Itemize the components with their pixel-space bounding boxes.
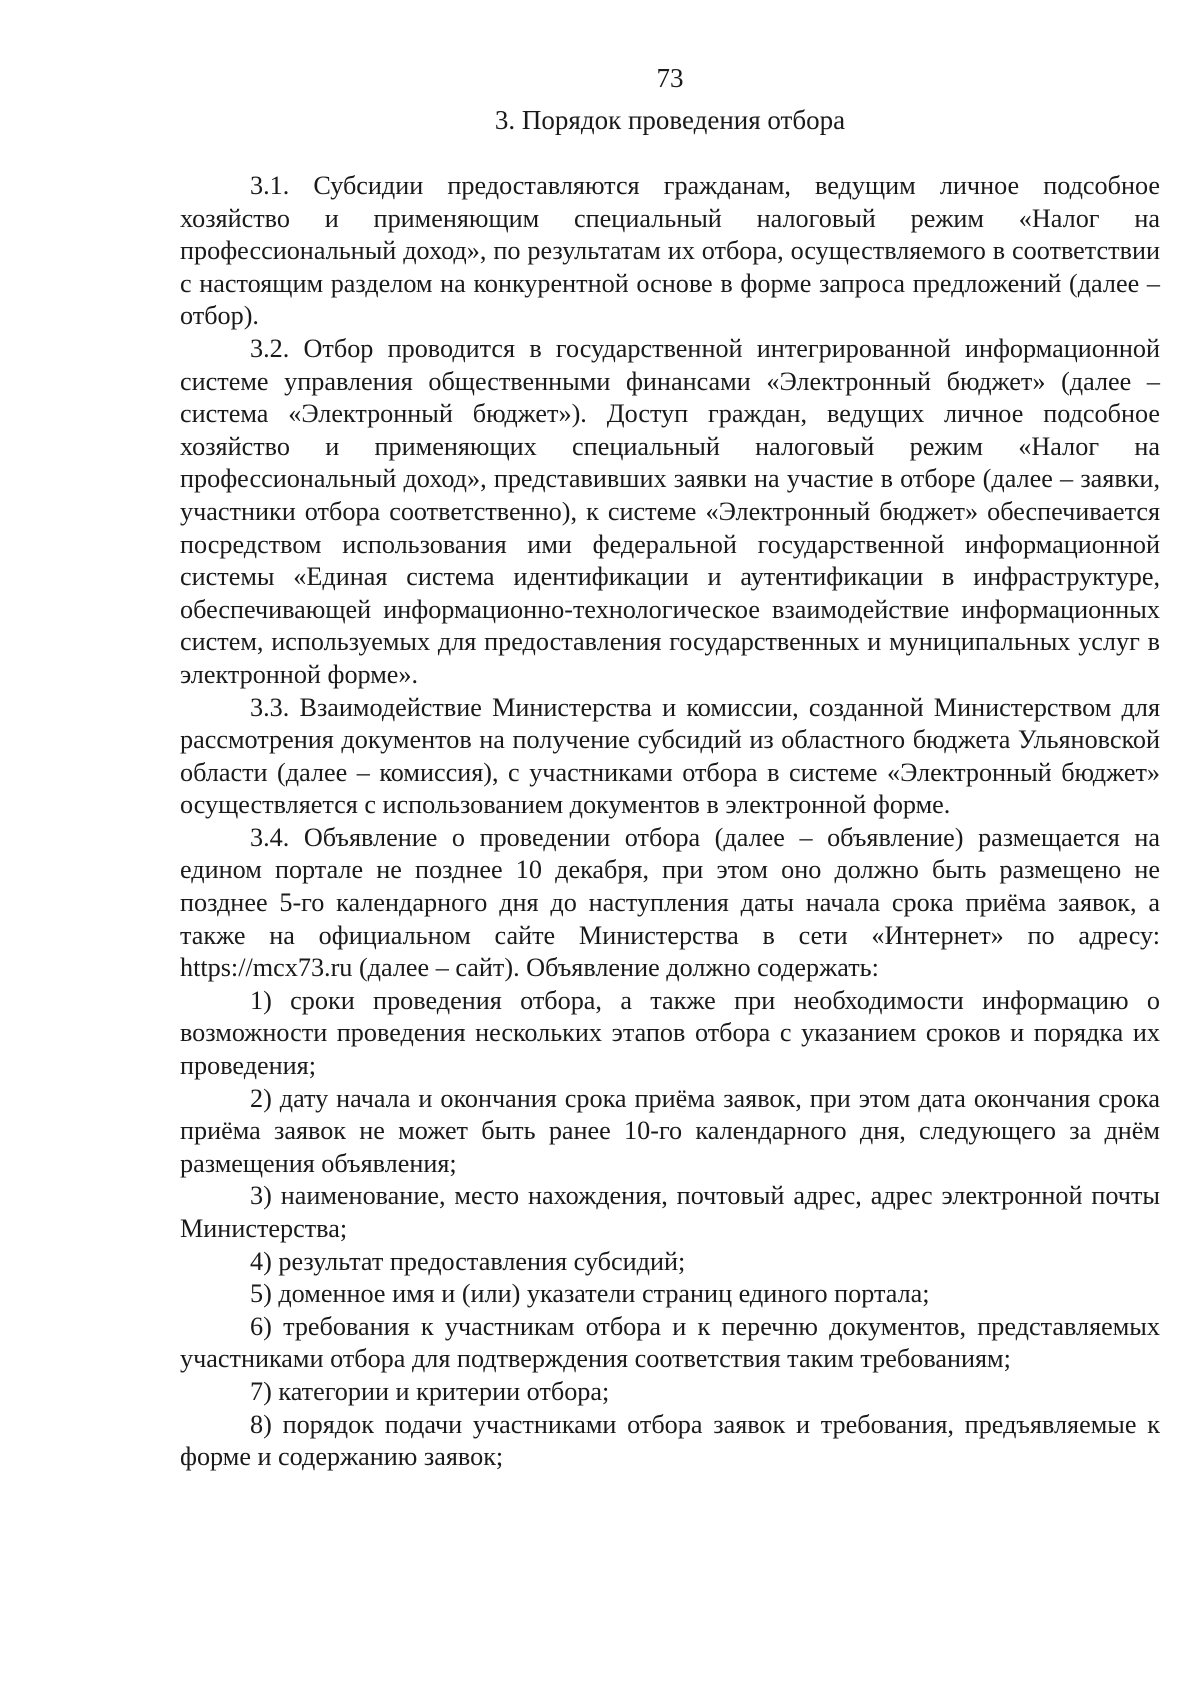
list-item-8: 8) порядок подачи участниками отбора заявок и требования, предъявляемые к форме и содержанию заявок; [180, 1409, 1160, 1472]
list-item-5: 5) доменное имя и (или) указатели страниц единого портала; [250, 1279, 930, 1309]
list-item-4: 4) результат предоставления субсидий; [250, 1246, 686, 1276]
paragraph-3-1: 3.1. Субсидии предоставляются гражданам, ведущим личное подсобное хозяйство и применяющим специальный налоговый режим «Налог на профессиональный доход», по результатам их отбора, осуществляемого в соответствии с настоящим разделом на конкурентной основе в форме запроса предложений (далее – отбор). [180, 171, 1160, 331]
section-title: 3. Порядок проведения отбора [494, 105, 846, 135]
list-item-1: 1) сроки проведения отбора, а также при необходимости информацию о возможности проведения нескольких этапов отбора с указанием сроков и порядка их проведения; [180, 985, 1160, 1081]
list-item-6: 6) требования к участникам отбора и к перечню документов, представляемых участниками отбора для подтверждения соответствия таким требованиям; [180, 1311, 1160, 1374]
paragraph-3-4: 3.4. Объявление о проведении отбора (далее – объявление) размещается на едином портале не позднее 10 декабря, при этом оно должно быть размещено не позднее 5-го календарного дня до наступления даты начала срока приёма заявок, а также на официальном сайте Министерства в сети «Интернет» по адресу: https://mcx73.ru (далее – сайт). Объявление должно содержать: [180, 822, 1160, 983]
document-page [180, 58, 1160, 1474]
page-number: 73 [656, 63, 684, 93]
list-item-2: 2) дату начала и окончания срока приёма заявок, при этом дата окончания срока приёма заявок не может быть ранее 10-го календарного дня, следующего за днём размещения объявления; [180, 1083, 1160, 1178]
paragraph-3-3: 3.3. Взаимодействие Министерства и комиссии, созданной Министерством для рассмотрения документов на получение субсидий из областного бюджета Ульяновской области (далее – комиссия), с участниками отбора в системе «Электронный бюджет» осуществляется с использованием документов в электронной форме. [180, 692, 1160, 820]
list-item-7: 7) категории и критерии отбора; [250, 1376, 610, 1406]
paragraph-3-2: 3.2. Отбор проводится в государственной интегрированной информационной системе управления общественными финансами «Электронный бюджет» (далее – система «Электронный бюджет»). Доступ граждан, ведущих личное подсобное хозяйство и применяющих специальный налоговый режим «Налог на профессиональный доход», представивших заявки на участие в отборе (далее – заявки, участники отбора соответственно), к системе «Электронный бюджет» обеспечивается посредством использования ими федеральной государственной информационной системы «Единая система идентификации и аутентификации в инфраструктуре, обеспечивающей информационно-технологическое взаимодействие информационных систем, используемых для предоставления государственных и муниципальных услуг в электронной форме». [180, 333, 1160, 689]
list-item-3: 3) наименование, место нахождения, почтовый адрес, адрес электронной почты Министерства; [180, 1181, 1160, 1243]
